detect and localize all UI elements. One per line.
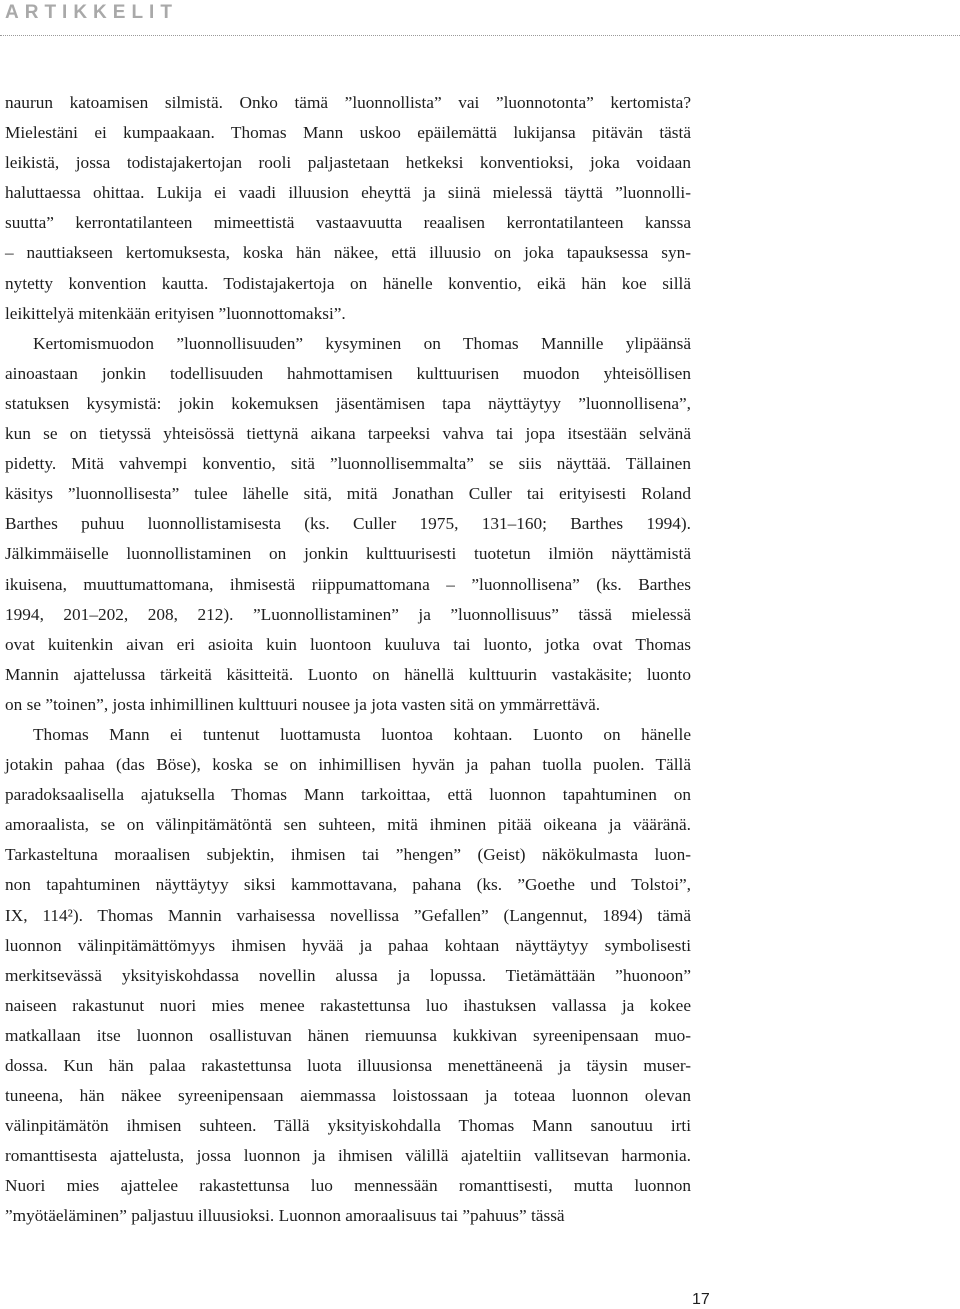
text-line: statuksen kysymistä: jokin kokemuksen jäsentämisen tapa näyttäytyy ”luonnollisena”, <box>5 393 691 413</box>
text-line: Tarkasteltuna moraalisen subjektin, ihmisen tai ”hengen” (Geist) näkökulmasta luon- <box>5 845 691 865</box>
paragraph <box>5 720 691 1232</box>
header-divider <box>0 35 960 36</box>
text-line: – nauttiakseen kertomuksesta, koska hän näkee, että illuusio on joka tapauksessa syn- <box>5 243 691 263</box>
text-line: paradoksaalisella ajatuksella Thomas Mann tarkoittaa, että luonnon tapahtuminen on <box>5 785 691 805</box>
text-line: välinpitämätön ihmisen suhteen. Tällä yksityiskohdalla Thomas Mann sanoutuu irti <box>5 1116 691 1136</box>
text-line: non tapahtuminen näyttäytyy siksi kammottavana, pahana (ks. ”Goethe und Tolstoi”, <box>5 875 691 895</box>
text-line: Kertomismuodon ”luonnollisuuden” kysyminen on Thomas Mannille ylipäänsä <box>33 333 691 353</box>
text-line: dossa. Kun hän palaa rakastettunsa luota illuusionsa menettäneenä ja täysin muser- <box>5 1056 691 1075</box>
text-line: pidetty. Mitä vahvempi konventio, sitä ”luonnollisemmalta” se siis näyttää. Tällainen <box>5 454 691 474</box>
text-line: IX, 114²). Thomas Mannin varhaisessa novellissa ”Gefallen” (Langennut, 1894) tämä <box>5 905 691 925</box>
text-line: romanttisesta ajattelusta, jossa luonnon ja ihmisen välillä ajateltiin vallitsevan harmonia. <box>5 1146 691 1166</box>
text-line: on se ”toinen”, josta inhimillinen kulttuuri nousee ja jota vasten sitä on ymmärrettävä. <box>5 694 601 714</box>
text-line: käsitys ”luonnollisesta” tulee lähelle sitä, mitä Jonathan Culler tai erityisesti Roland <box>5 484 691 504</box>
text-line: luonnon välinpitämättömyys ihmisen hyvää ja pahaa kohtaan näyttäytyy symbolisesti <box>5 935 691 955</box>
text-line: jotakin pahaa (das Böse), koska se on inhimillisen hyvän ja pahan tuolla puolen. Tällä <box>5 755 691 775</box>
text-line: kun se on tietyssä yhteisössä tiettynä aikana tarpeeksi vahva tai jopa itsestään selvänä <box>5 424 691 444</box>
text-line: ”myötäeläminen” paljastuu illuusioksi. Luonnon amoraalisuus tai ”pahuus” tässä <box>5 1206 565 1226</box>
text-line: ovat kuitenkin aivan eri asioita kuin luontoon kuuluva tai luonto, jotka ovat Thomas <box>5 634 691 654</box>
text-line: haluttaessa ohittaa. Lukija ei vaadi illuusion eheyttä ja siinä mielessä täyttä ”luonnolli- <box>5 183 691 203</box>
text-line: Thomas Mann ei tuntenut luottamusta luontoa kohtaan. Luonto on hänelle <box>33 724 691 744</box>
text-line: nytetty konvention kautta. Todistajakertoja on hänelle konventio, eikä hän koe sillä <box>5 273 691 293</box>
section-header: ARTIKKELIT <box>5 2 178 23</box>
text-line: ainoastaan jonkin todellisuuden hahmottamisen kulttuurisen muodon yhteisöllisen <box>5 363 691 383</box>
text-line: Barthes puhuu luonnollistamisesta (ks. Culler 1975, 131–160; Barthes 1994). <box>5 514 691 534</box>
text-line: Mielestäni ei kumpaakaan. Thomas Mann uskoo epäilemättä lukijansa pitävän tästä <box>5 123 691 143</box>
text-line: merkitsevässä yksityiskohdassa novellin alussa ja lopussa. Tietämättään ”huonoon” <box>5 965 691 985</box>
text-line: tuneena, hän näkee syreenipensaan aiemmassa loistossaan ja toteaa luonnon olevan <box>5 1086 691 1106</box>
text-line: ikuisena, muuttumattomana, ihmisestä riippumattomana – ”luonnollisena” (ks. Barthes <box>5 574 691 594</box>
article-body <box>5 88 691 1232</box>
text-line: naurun katoamisen silmistä. Onko tämä ”luonnollista” vai ”luonnotonta” kertomista? <box>5 93 691 112</box>
text-line: 1994, 201–202, 208, 212). ”Luonnollistaminen” ja ”luonnollisuus” tässä mielessä <box>5 604 691 624</box>
paragraph <box>5 329 691 720</box>
text-line: Mannin ajattelussa tärkeitä käsitteitä. Luonto on hänellä kulttuurin vastakäsite; luonto <box>5 664 691 684</box>
text-line: Nuori mies ajattelee rakastettunsa luo mennessään romanttisesti, mutta luonnon <box>5 1176 691 1196</box>
text-line: Jälkimmäiselle luonnollistaminen on jonkin kulttuurisesti tuotetun ilmiön näyttämistä <box>5 544 691 564</box>
text-line: naiseen rakastunut nuori mies menee rakastettunsa luo ihastuksen vallassa ja kokee <box>5 995 691 1015</box>
text-line: amoraalista, se on välinpitämätöntä sen suhteen, mitä ihminen pitää oikeana ja vääränä. <box>5 815 691 835</box>
text-line: leikistä, jossa todistajakertojan rooli paljastetaan hetkeksi konventioksi, joka voidaan <box>5 153 691 173</box>
text-line: leikittelyä mitenkään erityisen ”luonnottomaksi”. <box>5 303 346 323</box>
text-line: suutta” kerrontatilanteen mimeettistä vastaavuutta reaalisen kerrontatilanteen kanssa <box>5 213 691 233</box>
paragraph <box>5 88 691 329</box>
text-line: matkallaan itse luonnon osallistuvan hänen riemuunsa kukkivan syreenipensaan muo- <box>5 1025 691 1045</box>
page-number: 17 <box>692 1291 710 1308</box>
